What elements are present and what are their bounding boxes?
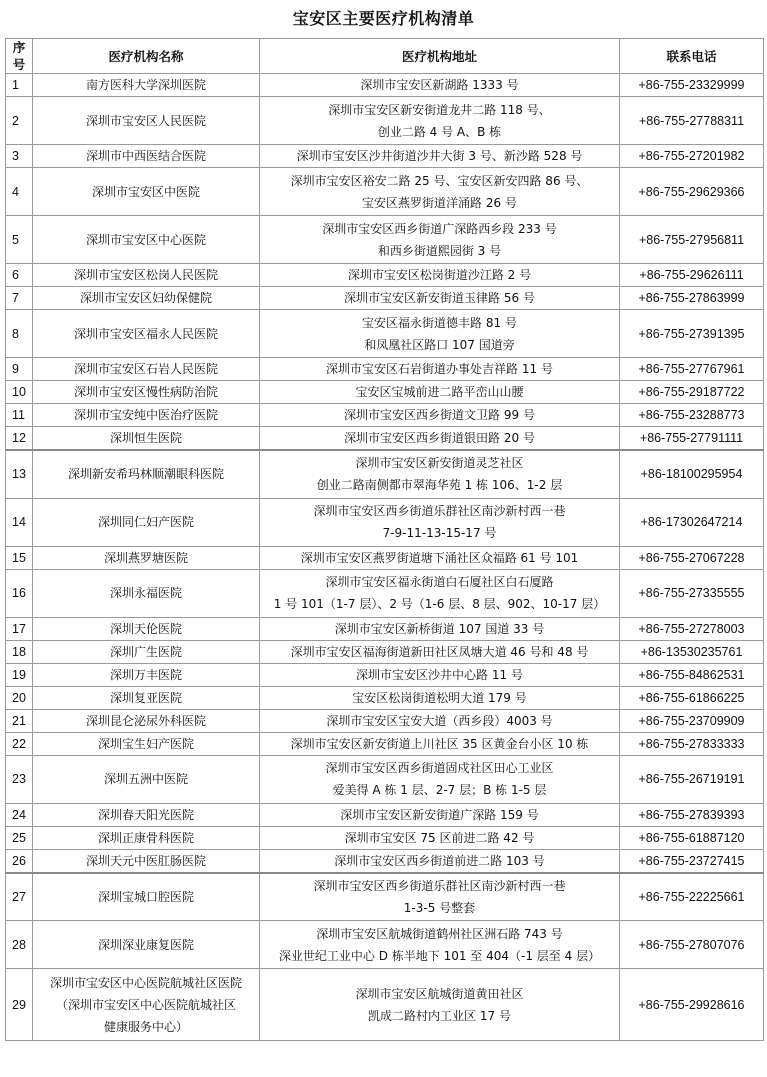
cell-phone: +86-755-29187722 [620, 381, 764, 404]
cell-name [33, 97, 260, 145]
cell-phone: +86-755-27839393 [620, 803, 764, 826]
cell-name [33, 264, 260, 287]
cell-name [33, 663, 260, 686]
address-line: 深圳市宝安区福海街道新田社区凤塘大道 46 号和 48 号 [290, 644, 589, 659]
cell-address [260, 310, 620, 358]
name-line: 深圳市中西医结合医院 [85, 149, 206, 163]
table-row [6, 310, 764, 358]
name-line: 深圳天伦医院 [109, 621, 182, 636]
cell-phone: +86-755-27767961 [620, 358, 764, 381]
table-row [6, 546, 764, 569]
table-row [6, 803, 764, 826]
cell-address [260, 755, 620, 803]
cell-num: 19 [6, 663, 33, 686]
name-line: 深圳春天阳光医院 [97, 807, 194, 822]
cell-name [33, 969, 260, 1041]
cell-num: 22 [6, 732, 33, 755]
name-line: 深圳五洲中医院 [103, 772, 188, 786]
cell-address [260, 709, 620, 732]
cell-phone: +86-755-27791111 [620, 427, 764, 451]
cell-address [260, 427, 620, 451]
cell-address [260, 74, 620, 97]
address-line: 1-3-5 号整套 [403, 900, 476, 915]
address-line: 深圳市宝安区宝安大道（西乡段）4003 号 [326, 713, 553, 728]
cell-address [260, 921, 620, 969]
table-row [6, 826, 764, 849]
name-line: 深圳天元中医肛肠医院 [85, 853, 206, 868]
cell-address [260, 803, 620, 826]
address-line: 深圳市宝安区西乡街道广深路西乡段 233 号 [322, 221, 557, 236]
name-line: 深圳市宝安区慢性病防治院 [73, 385, 218, 399]
cell-name [33, 216, 260, 264]
cell-phone: +86-755-22225661 [620, 873, 764, 921]
address-line: 1 号 101（1-7 层）、2 号（1-6 层、8 层、902、10-17 层） [273, 597, 606, 611]
name-line: 深圳永福医院 [109, 586, 182, 600]
address-line: 深圳市宝安区燕罗街道塘下涌社区众福路 61 号 101 [300, 550, 579, 565]
cell-address [260, 546, 620, 569]
address-line: 深圳市宝安区新安街道玉律路 56 号 [344, 291, 535, 305]
cell-address [260, 264, 620, 287]
address-line: 深圳市宝安区航城街道鹤州社区洲石路 743 号 [316, 926, 563, 941]
address-line: 创业二路 4 号 A、B 栋 [377, 124, 502, 139]
cell-name [33, 569, 260, 617]
table-row [6, 617, 764, 640]
name-line: 深圳新安希玛林顺潮眼科医院 [67, 467, 224, 482]
cell-phone: +86-755-23727415 [620, 849, 764, 873]
cell-name [33, 287, 260, 310]
address-line: 深圳市宝安区沙井街道沙井大街 3 号、新沙路 528 号 [296, 149, 583, 163]
table-row [6, 168, 764, 216]
cell-name [33, 381, 260, 404]
cell-address [260, 826, 620, 849]
name-line: 深圳同仁妇产医院 [97, 515, 194, 529]
table-row [6, 663, 764, 686]
cell-address [260, 732, 620, 755]
cell-phone: +86-755-27833333 [620, 732, 764, 755]
table-row [6, 498, 764, 546]
cell-num: 27 [6, 873, 33, 921]
cell-num: 23 [6, 755, 33, 803]
address-line: 深圳市宝安区裕安二路 25 号、宝安区新安四路 86 号、 [290, 173, 589, 188]
name-line: 深圳市宝安区松岗人民医院 [73, 268, 218, 282]
cell-num: 18 [6, 640, 33, 663]
cell-address [260, 358, 620, 381]
address-line: 深圳市宝安区新安街道灵芝社区 [355, 456, 524, 471]
table-header-row [6, 39, 764, 74]
name-line: 深圳广生医院 [109, 644, 182, 659]
cell-address [260, 450, 620, 498]
cell-address [260, 617, 620, 640]
table-row [6, 145, 764, 168]
address-line: 和凤凰社区路口 107 国道旁 [364, 337, 515, 352]
table-row [6, 97, 764, 145]
address-line: 深圳市宝安区航城街道黄田社区 [355, 986, 524, 1001]
cell-num: 11 [6, 404, 33, 427]
table-row [6, 358, 764, 381]
cell-name [33, 617, 260, 640]
cell-num: 29 [6, 969, 33, 1041]
cell-num: 6 [6, 264, 33, 287]
cell-name [33, 921, 260, 969]
cell-address [260, 97, 620, 145]
cell-phone: +86-755-27788311 [620, 97, 764, 145]
address-line: 深圳市宝安区西乡街道固戍社区田心工业区 [325, 761, 554, 775]
cell-num: 26 [6, 849, 33, 873]
cell-address [260, 640, 620, 663]
address-line: 深圳市宝安区 75 区前进二路 42 号 [344, 830, 535, 845]
cell-phone: +86-755-27391395 [620, 310, 764, 358]
table-row [6, 381, 764, 404]
cell-num: 21 [6, 709, 33, 732]
cell-num: 14 [6, 498, 33, 546]
table-row [6, 427, 764, 451]
address-line: 深圳市宝安区西乡街道银田路 20 号 [344, 431, 535, 445]
table-row [6, 569, 764, 617]
table-row [6, 74, 764, 97]
table-row [6, 640, 764, 663]
cell-name [33, 427, 260, 451]
name-line: 深圳市宝安区妇幼保健院 [79, 291, 212, 305]
name-line: 深圳宝生妇产医院 [97, 736, 194, 751]
address-line: 深圳市宝安区新安街道上川社区 35 区黄金台小区 10 栋 [290, 736, 589, 751]
address-line: 深圳市宝安区西乡街道乐群社区南沙新村西一巷 [313, 504, 566, 518]
cell-num: 5 [6, 216, 33, 264]
cell-num: 4 [6, 168, 33, 216]
address-line: 宝安区福永街道德丰路 81 号 [362, 315, 517, 330]
address-line: 深圳市宝安区福永街道白石厦社区白石厦路 [325, 575, 554, 589]
cell-num: 10 [6, 381, 33, 404]
name-line: 健康服务中心） [103, 1019, 188, 1034]
cell-name [33, 755, 260, 803]
cell-num: 17 [6, 617, 33, 640]
table-row [6, 450, 764, 498]
cell-address [260, 969, 620, 1041]
address-line: 宝安区燕罗街道洋涌路 26 号 [362, 195, 517, 210]
cell-address [260, 873, 620, 921]
address-line: 深圳市宝安区新桥街道 107 国道 33 号 [334, 621, 545, 636]
document-title: 宝安区主要医疗机构清单 [292, 9, 475, 28]
cell-name [33, 498, 260, 546]
cell-address [260, 404, 620, 427]
table-body [6, 74, 764, 1041]
address-line: 深圳市宝安区新湖路 1333 号 [360, 78, 519, 92]
cell-num: 25 [6, 826, 33, 849]
cell-phone: +86-18100295954 [620, 450, 764, 498]
cell-name [33, 826, 260, 849]
name-line: 深圳市宝安区石岩人民医院 [73, 362, 218, 376]
address-line: 深圳市宝安区沙井中心路 11 号 [356, 667, 523, 682]
cell-name [33, 145, 260, 168]
name-line: （深圳市宝安区中心医院航城社区 [55, 997, 236, 1012]
cell-phone: +86-755-27956811 [620, 216, 764, 264]
cell-num: 3 [6, 145, 33, 168]
table-row [6, 216, 764, 264]
cell-phone: +86-755-27067228 [620, 546, 764, 569]
table-row [6, 755, 764, 803]
cell-phone: +86-755-61887120 [620, 826, 764, 849]
cell-address [260, 216, 620, 264]
cell-num: 16 [6, 569, 33, 617]
cell-phone: +86-755-61866225 [620, 686, 764, 709]
cell-name [33, 732, 260, 755]
cell-phone: +86-755-27807076 [620, 921, 764, 969]
address-line: 7-9-11-13-15-17 号 [382, 526, 497, 540]
table-row [6, 873, 764, 921]
name-line: 深圳万丰医院 [109, 667, 182, 682]
address-line: 宝安区宝城前进二路平峦山山腰 [355, 385, 524, 399]
cell-phone: +86-755-23709909 [620, 709, 764, 732]
name-line: 深圳宝城口腔医院 [97, 889, 194, 904]
table-row [6, 732, 764, 755]
address-line: 深圳市宝安区西乡街道前进二路 103 号 [334, 853, 545, 868]
cell-address [260, 569, 620, 617]
cell-num: 12 [6, 427, 33, 451]
cell-num: 15 [6, 546, 33, 569]
cell-address [260, 498, 620, 546]
header-name: 医疗机构名称 [33, 39, 260, 74]
cell-address [260, 849, 620, 873]
cell-name [33, 873, 260, 921]
address-line: 深圳市宝安区西乡街道乐群社区南沙新村西一巷 [313, 878, 566, 893]
cell-phone: +86-755-29629366 [620, 168, 764, 216]
name-line: 深圳昆仑泌尿外科医院 [85, 713, 206, 728]
cell-phone: +86-13530235761 [620, 640, 764, 663]
address-line: 深圳市宝安区新安街道广深路 159 号 [340, 807, 539, 822]
cell-num: 1 [6, 74, 33, 97]
cell-num: 20 [6, 686, 33, 709]
cell-num: 13 [6, 450, 33, 498]
cell-phone: +86-755-23329999 [620, 74, 764, 97]
cell-num: 9 [6, 358, 33, 381]
address-line: 创业二路南侧都市翠海华苑 1 栋 106、1-2 层 [316, 478, 563, 493]
name-line: 深圳深业康复医院 [97, 937, 194, 952]
cell-address [260, 168, 620, 216]
table-row [6, 921, 764, 969]
cell-address [260, 686, 620, 709]
name-line: 深圳市宝安区人民医院 [85, 113, 206, 128]
cell-phone: +86-755-27335555 [620, 569, 764, 617]
header-address: 医疗机构地址 [260, 39, 620, 74]
cell-num: 28 [6, 921, 33, 969]
cell-phone: +86-755-27863999 [620, 287, 764, 310]
cell-phone: +86-755-23288773 [620, 404, 764, 427]
cell-name [33, 849, 260, 873]
cell-phone: +86-17302647214 [620, 498, 764, 546]
name-line: 深圳复亚医院 [109, 690, 182, 705]
header-phone: 联系电话 [620, 39, 764, 74]
cell-address [260, 381, 620, 404]
name-line: 南方医科大学深圳医院 [85, 78, 206, 92]
cell-name [33, 74, 260, 97]
table-row [6, 264, 764, 287]
table-row [6, 709, 764, 732]
medical-institutions-table [5, 38, 764, 1041]
name-line: 深圳恒生医院 [109, 431, 182, 445]
cell-num: 2 [6, 97, 33, 145]
address-line: 爱美得 A 栋 1 层、2-7 层；B 栋 1-5 层 [332, 783, 547, 797]
table-row [6, 969, 764, 1041]
cell-phone: +86-755-27201982 [620, 145, 764, 168]
table-row [6, 686, 764, 709]
cell-address [260, 145, 620, 168]
name-line: 深圳正康骨科医院 [97, 830, 194, 845]
address-line: 深圳市宝安区西乡街道文卫路 99 号 [344, 408, 535, 422]
cell-address [260, 663, 620, 686]
cell-phone: +86-755-29928616 [620, 969, 764, 1041]
table-row [6, 287, 764, 310]
cell-name [33, 450, 260, 498]
header-num: 序号 [6, 39, 33, 74]
address-line: 和西乡街道熙园街 3 号 [377, 243, 502, 258]
cell-num: 24 [6, 803, 33, 826]
cell-phone: +86-755-84862531 [620, 663, 764, 686]
cell-name [33, 803, 260, 826]
cell-name [33, 640, 260, 663]
name-line: 深圳市宝安区福永人民医院 [73, 326, 218, 341]
table-row [6, 849, 764, 873]
cell-address [260, 287, 620, 310]
cell-name [33, 686, 260, 709]
name-line: 深圳市宝安区中医院 [91, 184, 200, 199]
address-line: 深圳市宝安区松岗街道沙江路 2 号 [347, 268, 532, 282]
cell-name [33, 709, 260, 732]
cell-phone: +86-755-27278003 [620, 617, 764, 640]
cell-phone: +86-755-26719191 [620, 755, 764, 803]
name-line: 深圳市宝安纯中医治疗医院 [73, 408, 218, 422]
name-line: 深圳市宝安区中心医院 [85, 232, 206, 247]
cell-name [33, 168, 260, 216]
cell-num: 7 [6, 287, 33, 310]
address-line: 深圳市宝安区新安街道龙井二路 118 号、 [328, 102, 551, 117]
cell-name [33, 546, 260, 569]
cell-name [33, 310, 260, 358]
address-line: 凯成二路村内工业区 17 号 [368, 1008, 511, 1023]
name-line: 深圳燕罗塘医院 [103, 550, 188, 565]
address-line: 深业世纪工业中心 D 栋半地下 101 至 404（-1 层至 4 层） [278, 948, 601, 963]
cell-phone: +86-755-29626111 [620, 264, 764, 287]
cell-num: 8 [6, 310, 33, 358]
cell-name [33, 358, 260, 381]
address-line: 深圳市宝安区石岩街道办事处吉祥路 11 号 [326, 362, 553, 376]
name-line: 深圳市宝安区中心医院航城社区医院 [49, 975, 242, 990]
cell-name [33, 404, 260, 427]
address-line: 宝安区松岗街道松明大道 179 号 [352, 690, 527, 705]
table-row [6, 404, 764, 427]
